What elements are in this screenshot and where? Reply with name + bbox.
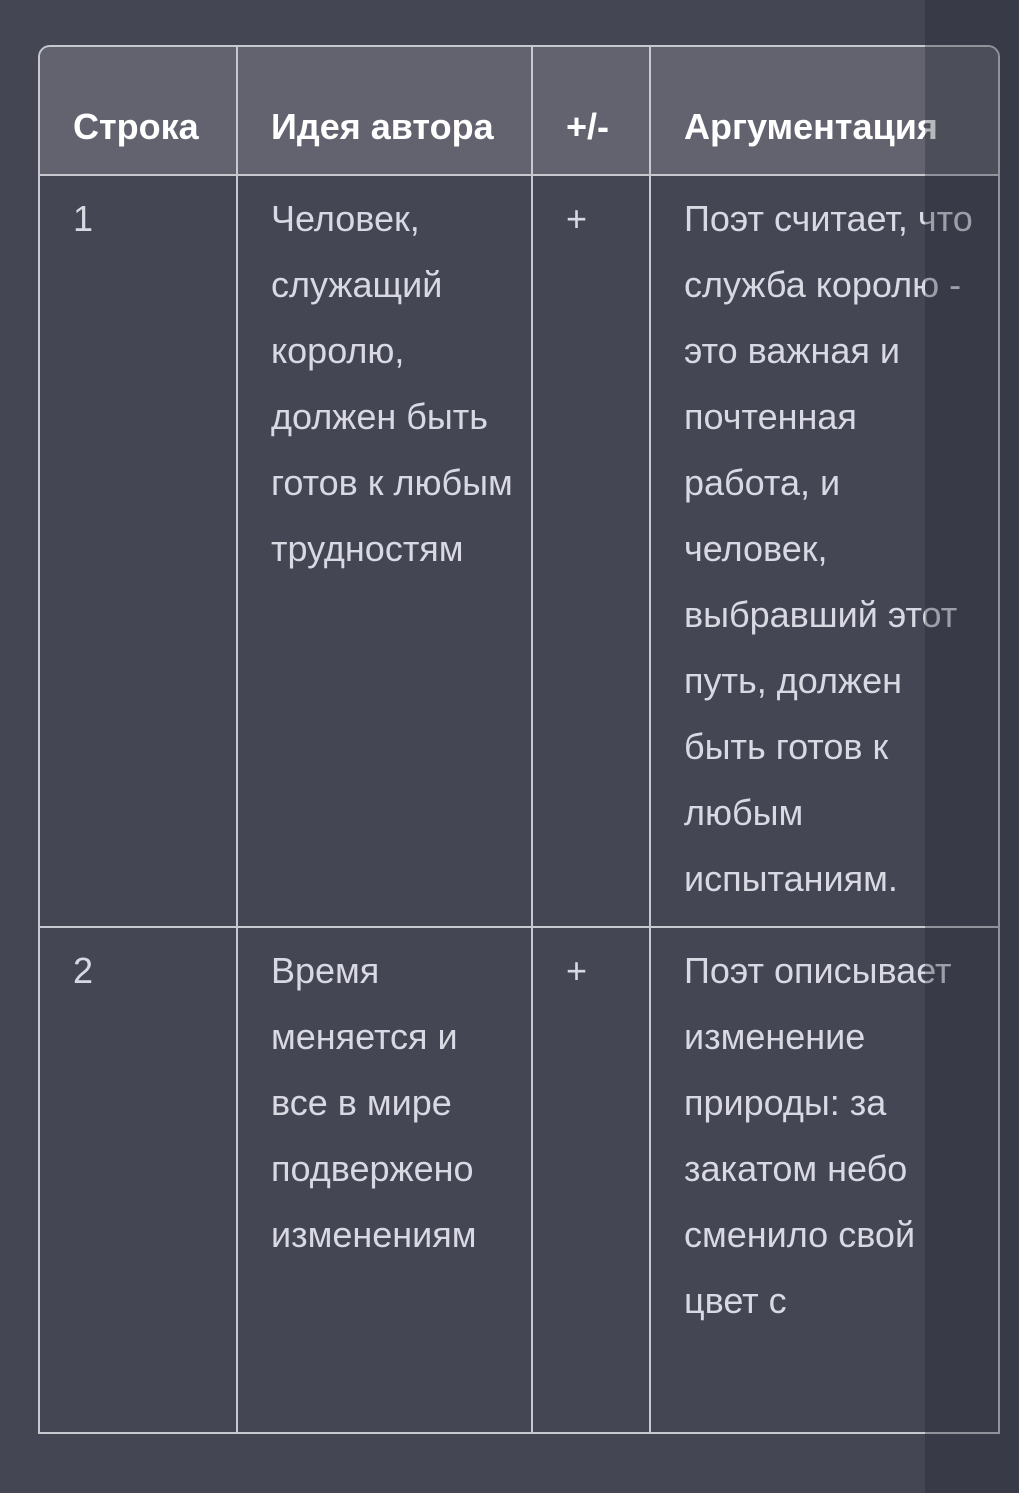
header-sign: +/-	[532, 47, 650, 175]
cell-sign: +	[532, 927, 650, 1433]
cell-line: 2	[40, 927, 237, 1433]
analysis-table	[38, 45, 1000, 1434]
cell-argument: Поэт описывает изменение природы: за закатом небо сменило свой цвет с	[650, 927, 998, 1433]
header-argument: Аргументация	[650, 47, 998, 175]
table-row	[40, 927, 998, 1433]
table-row	[40, 175, 998, 927]
cell-sign: +	[532, 175, 650, 927]
cell-idea: Время меняется и все в мире подвержено изменениям	[237, 927, 532, 1433]
table-header-row	[40, 47, 998, 175]
cell-line: 1	[40, 175, 237, 927]
header-idea: Идея автора	[237, 47, 532, 175]
cell-argument: Поэт считает, что служба королю - это важная и почтенная работа, и человек, выбравший этот путь, должен быть готов к любым испытаниям.	[650, 175, 998, 927]
header-line: Строка	[40, 47, 237, 175]
cell-idea: Человек, служащий королю, должен быть готов к любым трудностям	[237, 175, 532, 927]
analysis-table-grid	[40, 47, 998, 1434]
